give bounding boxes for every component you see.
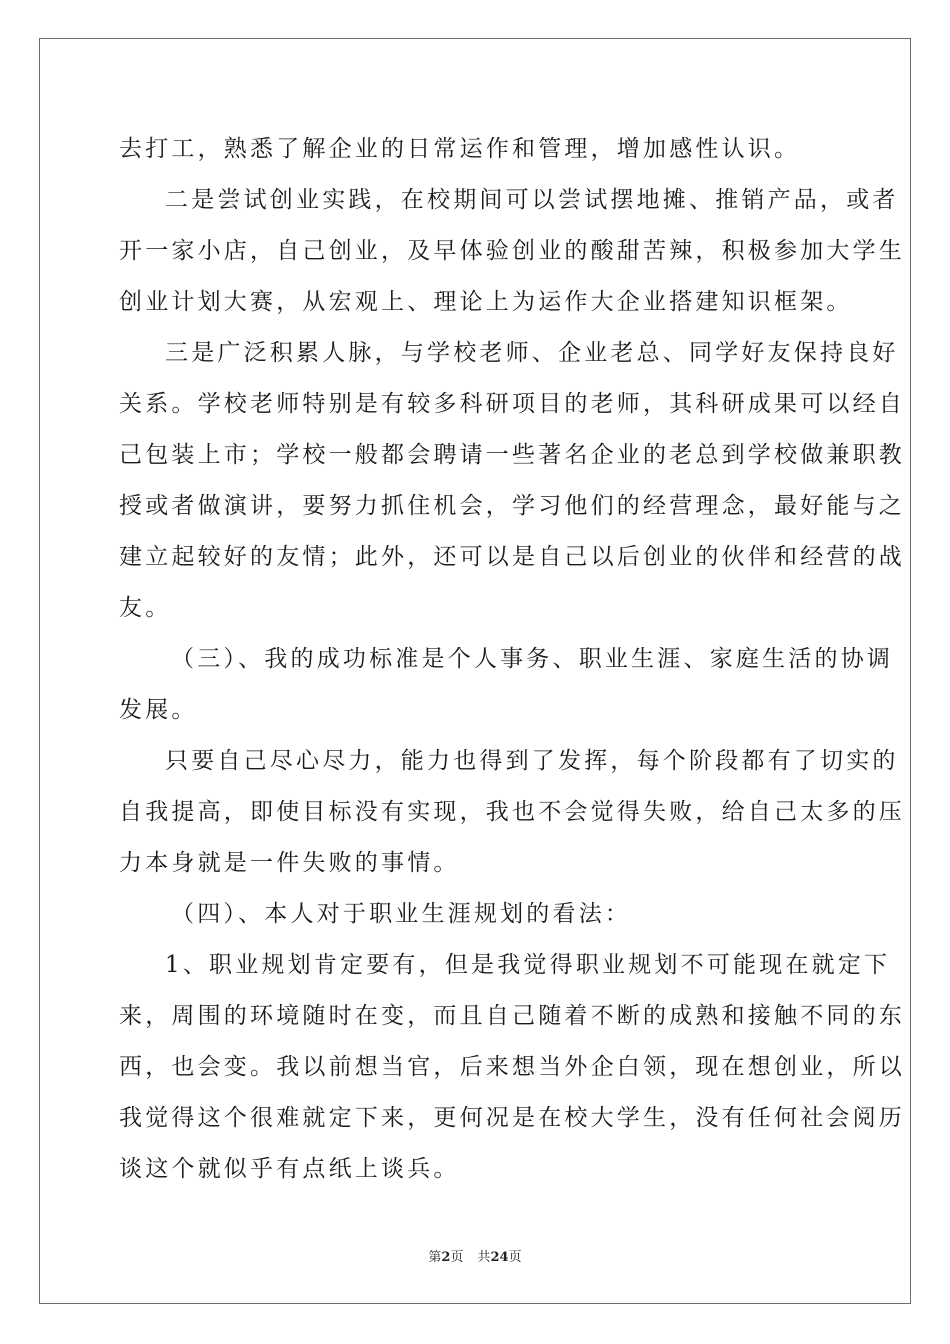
page-number: 2	[441, 1250, 451, 1265]
total-pages-suffix: 页	[508, 1250, 522, 1265]
document-body	[119, 124, 905, 1195]
text-line: 建立起较好的友情；此外，还可以是自己以后创业的伙伴和经营的战	[119, 544, 905, 570]
text-line: 友。	[119, 595, 172, 621]
total-pages: 24	[490, 1250, 509, 1265]
text-line: 发展。	[119, 697, 198, 723]
text-line: 二是尝试创业实践，在校期间可以尝试摆地摊、推销产品，或者	[165, 187, 899, 213]
text-line: 力本身就是一件失败的事情。	[119, 850, 460, 876]
text-line: 西，也会变。我以前想当官，后来想当外企白领，现在想创业，所以	[119, 1054, 905, 1080]
text-line: 来，周围的环境随时在变，而且自己随着不断的成熟和接触不同的东	[119, 1003, 905, 1029]
page-number-suffix: 页	[450, 1250, 464, 1265]
text-line: 1、职业规划肯定要有，但是我觉得职业规划不可能现在就定下	[165, 952, 891, 978]
text-line: 关系。学校老师特别是有较多科研项目的老师，其科研成果可以经自	[119, 391, 905, 417]
page-number-prefix: 第	[428, 1250, 442, 1265]
text-line: 己包装上市；学校一般都会聘请一些著名企业的老总到学校做兼职教	[119, 442, 905, 468]
text-line: 谈这个就似乎有点纸上谈兵。	[119, 1156, 460, 1182]
total-pages-prefix: 共	[477, 1250, 491, 1265]
section-heading: （三）、我的成功标准是个人事务、职业生涯、家庭生活的协调	[171, 646, 894, 672]
text-line: 创业计划大赛，从宏观上、理论上为运作大企业搭建知识框架。	[119, 289, 853, 315]
text-line: 去打工，熟悉了解企业的日常运作和管理，增加感性认识。	[119, 136, 801, 162]
page-footer	[0, 1246, 950, 1265]
text-line: 授或者做演讲，要努力抓住机会，学习他们的经营理念，最好能与之	[119, 493, 905, 519]
text-line: 我觉得这个很难就定下来，更何况是在校大学生，没有任何社会阅历	[119, 1105, 905, 1131]
text-line: 自我提高，即使目标没有实现，我也不会觉得失败，给自己太多的压	[119, 799, 905, 825]
text-line: 三是广泛积累人脉，与学校老师、企业老总、同学好友保持良好	[165, 340, 899, 366]
text-line: 只要自己尽心尽力，能力也得到了发挥，每个阶段都有了切实的	[165, 748, 899, 774]
text-line: 开一家小店，自己创业，及早体验创业的酸甜苦辣，积极参加大学生	[119, 238, 905, 264]
section-heading: （四）、本人对于职业生涯规划的看法：	[171, 901, 632, 927]
